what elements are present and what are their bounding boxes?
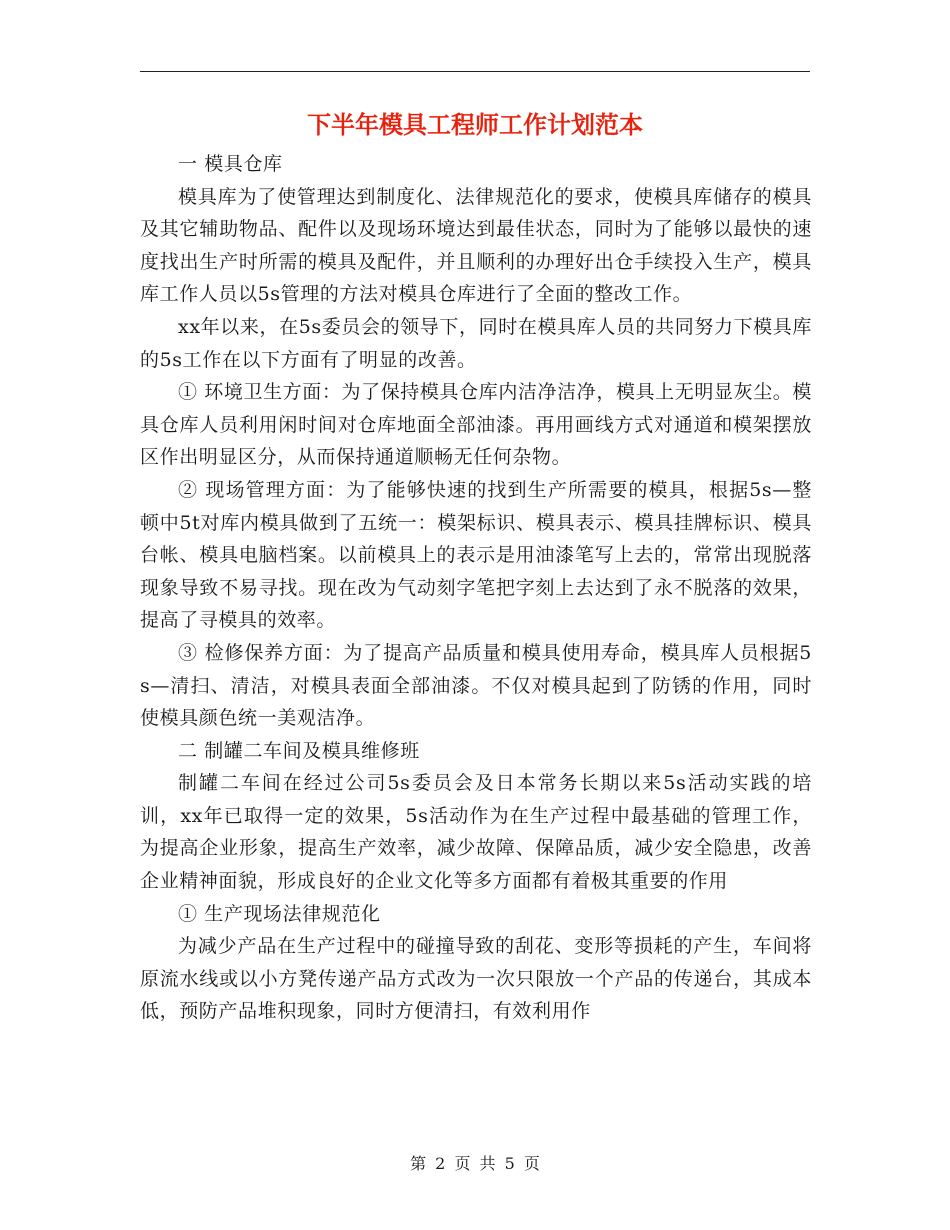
paragraph: ① 环境卫生方面：为了保持模具仓库内洁净洁净，模具上无明显灰尘。模具仓库人员利用闲时间对仓库地面全部油漆。再用画线方式对通道和模架摆放区作出明显区分，从而保持通道顺畅无任何杂物。	[140, 381, 812, 469]
subsection-heading: ① 生产现场法律规范化	[178, 902, 381, 925]
paragraph: xx年以来，在5s委员会的领导下，同时在模具库人员的共同努力下模具库的5s工作在以下方面有了明显的改善。	[140, 315, 812, 371]
document-body	[140, 148, 812, 1028]
paragraph: 制罐二车间在经过公司5s委员会及日本常务长期以来5s活动实践的培训，xx年已取得一定的效果，5s活动作为在生产过程中最基础的管理工作，为提高企业形象，提高生产效率，减少故障、保障品质，减少安全隐患，改善企业精神面貌，形成良好的企业文化等多方面都有着极其重要的作用	[140, 772, 812, 893]
section-heading-1: 一 模具仓库	[178, 153, 283, 175]
document-title: 下半年模具工程师工作计划范本	[307, 111, 643, 139]
header-rule	[140, 71, 810, 72]
paragraph: 模具库为了使管理达到制度化、法律规范化的要求，使模具库储存的模具及其它辅助物品、配件以及现场环境达到最佳状态，同时为了能够以最快的速度找出生产时所需的模具及配件，并且顺利的办理好出仓手续投入生产，模具库工作人员以5s管理的方法对模具仓库进行了全面的整改工作。	[140, 185, 812, 306]
paragraph: ② 现场管理方面：为了能够快速的找到生产所需要的模具，根据5s—整顿中5t对库内模具做到了五统一：模架标识、模具表示、模具挂牌标识、模具台帐、模具电脑档案。以前模具上的表示是用油漆笔写上去的，常常出现脱落现象导致不易寻找。现在改为气动刻字笔把字刻上去达到了永不脱落的效果，提高了寻模具的效率。	[140, 478, 812, 632]
page-footer: 第 2 页 共 5 页	[410, 1154, 540, 1173]
paragraph: 为减少产品在生产过程中的碰撞导致的刮花、变形等损耗的产生，车间将原流水线或以小方凳传递产品方式改为一次只限放一个产品的传递台，其成本低，预防产品堆积现象，同时方便清扫，有效利用作	[140, 935, 812, 1023]
paragraph: ③ 检修保养方面：为了提高产品质量和模具使用寿命，模具库人员根据5s—清扫、清洁，对模具表面全部油漆。不仅对模具起到了防锈的作用，同时使模具颜色统一美观洁净。	[140, 641, 812, 730]
section-heading-2: 二 制罐二车间及模具维修班	[178, 739, 420, 762]
